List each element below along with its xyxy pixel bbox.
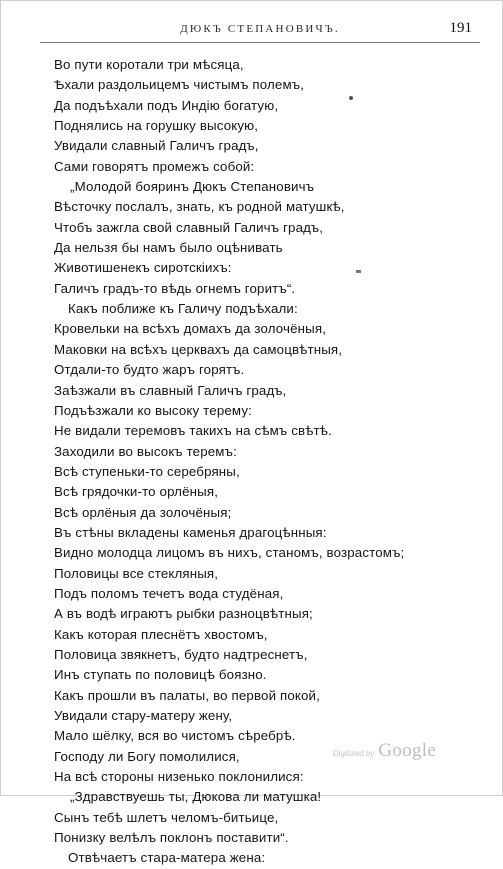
verse-line: Сынъ тебѣ шлетъ челомъ-битьице, (54, 809, 279, 825)
verse-line: Понизку велѣлъ поклонъ поставити“. (54, 830, 289, 846)
verse-line: Всѣ грядочки-то орлёныя, (54, 484, 219, 500)
verse-line: Половицы все стекляныя, (54, 565, 219, 581)
verse-line: Какъ которая плеснётъ хвостомъ, (54, 626, 268, 642)
verse-line: Да подъѣхали подъ Индію богатую, (54, 97, 279, 113)
verse-line: Чтобъ зажгла свой славный Галичъ градъ, (54, 219, 324, 235)
verse-line: Половица звякнетъ, будто надтреснетъ, (54, 646, 308, 662)
digitized-watermark (333, 740, 436, 762)
verse-line: Увидали славный Галичъ градъ, (54, 138, 259, 154)
verse-line: Отдали-то будто жаръ горятъ. (54, 362, 245, 378)
verse-line: Да нельзя бы намъ было оцѣнивать (54, 240, 283, 256)
verse-line: Кровельки на всѣхъ домахъ да золочёныя, (54, 321, 327, 337)
watermark-prefix: Digitized by (333, 749, 375, 758)
print-speck (356, 270, 361, 273)
verse-line: Увидали стару-матеру жену, (54, 708, 233, 723)
verse-line: Инъ ступать по половицѣ боязно. (54, 667, 267, 683)
verse-line: Вѣсточку послалъ, знать, къ родной матушкѣ, (54, 199, 345, 215)
verse-line: Не видали теремовъ такихъ на сѣмъ свѣтѣ. (54, 423, 332, 439)
verse-line: А въ водѣ играютъ рыбки разноцвѣтныя; (54, 606, 313, 622)
verse-line: Въ стѣны вкладены каменья драгоцѣнныя: (54, 524, 327, 540)
verse-line: Заѣзжали въ славный Галичъ градъ, (54, 382, 287, 398)
verse-line: Видно молодца лицомъ въ нихъ, станомъ, возрастомъ; (54, 545, 405, 561)
verse-line: Мало шёлку, вся во чистомъ сѣребрѣ. (54, 728, 296, 744)
verse-line: Заходили во высокъ теремъ: (54, 443, 237, 459)
verse-line: Всѣ ступеньки-то серебряны, (54, 463, 240, 479)
verse-line: Всѣ орлёныя да золочёныя; (54, 504, 232, 520)
running-title: ДЮКЪ СТЕПАНОВИЧЪ. (180, 23, 340, 35)
verse-line: Господу ли Богу помолилися, (54, 748, 240, 764)
verse-line: „Молодой бояринъ Дюкъ Степановичъ (70, 179, 315, 195)
google-logo: Google (378, 740, 437, 761)
verse-line: „Здравствуешь ты, Дюкова ли матушка! (70, 789, 322, 805)
running-header (40, 20, 480, 43)
print-speck (349, 96, 353, 100)
verse-line: Отвѣчаетъ стара-матера жена: (68, 850, 266, 866)
page-number: 191 (449, 20, 472, 36)
verse-line: Какъ поближе къ Галичу подъѣхали: (68, 301, 298, 317)
verse-line: Подъѣзжали ко высоку терему: (54, 402, 252, 418)
verse-line: Какъ прошли въ палаты, во первой покой, (54, 687, 320, 703)
verse-line: Сами говорятъ промежъ собой: (54, 158, 255, 174)
verse-line: Маковки на всѣхъ церквахъ да самоцвѣтныя, (54, 341, 343, 357)
verse-line: Во пути коротали три мѣсяца, (54, 57, 244, 72)
verse-line: Галичъ градъ-то вѣдь огнемъ горитъ“. (54, 280, 296, 296)
verse-line: Подъ поломъ течетъ вода студёная, (54, 585, 284, 601)
verse-line: Ѣхали раздольицемъ чистымъ полемъ, (54, 77, 305, 93)
verse-line: Поднялись на горушку высокую, (54, 118, 259, 134)
verse-line: Животишенекъ сиротскіихъ: (54, 260, 232, 276)
verse-line: На всѣ стороны низенько поклонилися: (54, 769, 304, 785)
